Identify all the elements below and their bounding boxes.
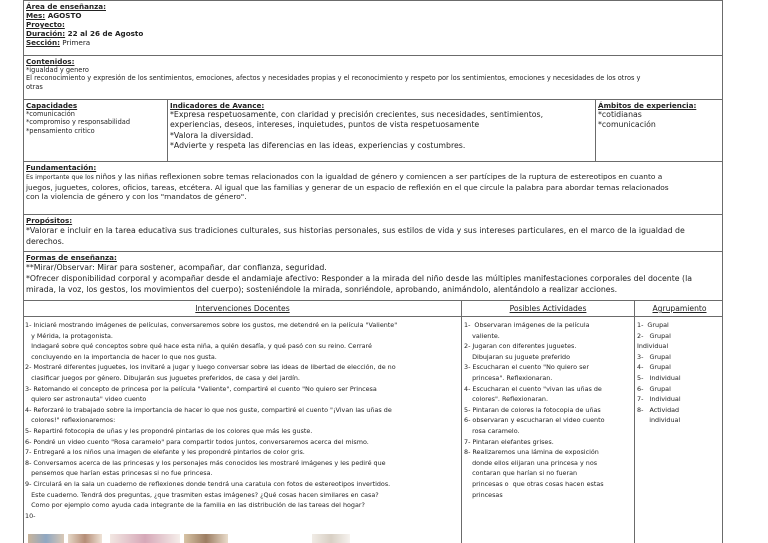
table-cell-line: colores!" reflexionaremos: — [25, 416, 116, 425]
table-cell-line: 7- Individual — [637, 395, 681, 404]
fundamentacion-line-1: niños y las niñas reflexionen sobre temas relacionados con la igualdad de género y comiencen a ser partícipes de la ruptura de estereotipos en cuanto a — [95, 172, 663, 181]
ambitos-cell — [596, 101, 724, 131]
table-cell-line: Como por ejemplo como ayuda cada integrante de la familia en las distribución de las tareas del hogar? — [25, 501, 365, 510]
table-cell-line: 5- Repartiré fotocopia de uñas y les propondré pintarlas de los colores que más les guste. — [25, 426, 313, 435]
propositos-label: Propósitos: — [26, 216, 73, 225]
proyecto-label: Proyecto: — [26, 20, 65, 29]
mes-label: Mes: — [26, 11, 46, 20]
table-cell-line: 7- Entregaré a los niños una imagen de elefante y les propondré pintarlos de color gris. — [25, 448, 305, 457]
table-cell-line: Este cuaderno. Tendrá dos preguntas, ¿que trasmiten estas imágenes? ¿Qué cosas hacen similares en casa? — [25, 490, 379, 499]
table-cell-line: quiero ser astronauta" video cuento — [25, 395, 147, 404]
table-cell-line: 4- Grupal — [637, 363, 671, 372]
duracion-label: Duración: — [26, 29, 66, 38]
table-cell-line: 2- Mostraré diferentes juguetes, los invitaré a jugar y luego conversar sobre las ideas de libertad de elección, de no — [25, 363, 396, 372]
table-cell-line: 9- Circulará en la sala un cuaderno de reflexiones donde tendrá una caratula con fotos de estereotipos invertidos. — [25, 479, 391, 488]
table-cell-line: donde ellos elijaran una princesa y nos — [464, 458, 598, 467]
fundamentacion-label: Fundamentación: — [26, 163, 97, 172]
table-cell-line: 6- Pondré un video cuento "Rosa caramelo" para compartir todos juntos, conversaremos acerca del mismo. — [25, 437, 369, 446]
contenidos-line-1: *igualdad y genero — [26, 66, 89, 74]
photo-thumbnail — [110, 534, 180, 543]
table-cell-line: 4- Escucharan el cuento "vivan las uñas de — [464, 384, 602, 393]
table-cell-line: pensemos que harían estas princesas si no fue princesa. — [25, 469, 213, 478]
photo-thumbnail — [28, 534, 64, 543]
activities-table — [23, 301, 723, 543]
table-cell-line: 5- Pintaran de colores la fotocopia de uñas — [464, 405, 601, 414]
photo-thumbnail — [312, 534, 350, 543]
table-cell-line: Indagaré sobre qué conceptos sobre qué hace esta niña, a quién desafía, y qué pasó con su reino. Cerraré — [25, 342, 372, 351]
capacidades-row — [23, 100, 723, 162]
table-cell-line: colores". Reflexionaran. — [464, 395, 548, 404]
table-cell-line: contaran que harían si no fueran — [464, 469, 578, 478]
table-cell-line: valiente. — [464, 331, 500, 340]
indicador-line: *Expresa respetuosamente, con claridad y precisión crecientes, sus necesidades, sentimientos, — [170, 110, 544, 119]
table-cell-line: rosa caramelo. — [464, 426, 520, 435]
table-cell-line: princesas o que otras cosas hacen estas — [464, 479, 604, 488]
table-cell-line: 1- Grupal — [637, 321, 669, 329]
ambitos-label: Ámbitos de experiencia: — [598, 101, 697, 110]
intervenciones-column — [25, 320, 460, 521]
seccion-value: Primera — [59, 38, 91, 47]
col-header-intervenciones: Intervenciones Docentes — [195, 304, 290, 313]
contenidos-label: Contenidos: — [26, 57, 75, 66]
ambito-item: *cotidianas — [598, 110, 642, 119]
fundamentacion-intro: Es importante que los — [26, 174, 96, 181]
actividades-column — [464, 320, 633, 500]
indicadores-cell — [168, 101, 597, 152]
capacidades-cell — [24, 101, 168, 135]
table-cell-line: 6- Grupal — [637, 384, 671, 393]
table-cell-line: y Mérida, la protagonista. — [25, 331, 113, 340]
capacidad-item: *pensamiento critico — [26, 126, 95, 135]
formas-line-2: *Ofrecer disponibilidad corporal y acompañar desde el andamiaje afectivo: Responder a la mirada del niño desde las múltiples manifestaciones corporales del docente (la — [26, 274, 693, 283]
table-cell-line: 3- Grupal — [637, 352, 671, 361]
capacidades-label: Capacidades — [26, 101, 78, 110]
capacidad-item: *compromiso y responsabilidad — [26, 118, 131, 127]
contenidos-section — [23, 56, 723, 100]
formas-line-3: mirada, la voz, los gestos, los movimientos del cuerpo); sosteniéndole la mirada, sonriéndole, aprobando, animándolo, alentándolo a realizar acciones. — [26, 285, 618, 294]
table-cell-line: Individual — [637, 342, 669, 351]
photo-thumbnail — [68, 534, 102, 543]
table-cell-line: 5- Individual — [637, 373, 681, 382]
duracion-value: 22 al 26 de Agosto — [65, 29, 144, 38]
indicador-line: experiencias, deseos, intereses, inquietudes, puntos de vista respetuosamente — [170, 120, 480, 130]
table-cell-line: 10- — [25, 511, 36, 520]
table-cell-line: 4- Reforzaré lo trabajado sobre la importancia de hacer lo que nos guste, compartiré el cuento "¡Vivan las uñas de — [25, 405, 392, 414]
table-cell-line: 8- Realizaremos una lámina de exposición — [464, 448, 599, 457]
table-cell-line: 1- Iniciaré mostrando imágenes de películas, conversaremos sobre los gustos, me detendré en la película "Valiente" — [25, 321, 398, 329]
table-cell-line: 2- Grupal — [637, 331, 671, 340]
propositos-section — [23, 215, 723, 252]
indicador-line: *Valora la diversidad. — [170, 130, 254, 140]
formas-line-1: **Mirar/Observar: Mirar para sostener, acompañar, dar confianza, seguridad. — [26, 263, 327, 272]
table-cell-line: 8- Actividad — [637, 405, 680, 414]
formas-label: Formas de enseñanza: — [26, 253, 117, 262]
table-cell-line: princesas — [464, 490, 503, 499]
photo-thumbnail — [184, 534, 228, 543]
planning-document — [23, 0, 723, 543]
indicadores-label: Indicadores de Avance: — [170, 101, 265, 110]
table-cell-line: concluyendo en la importancia de hacer lo que nos gusta. — [25, 352, 217, 361]
table-cell-line: individual — [637, 416, 681, 425]
formas-section — [23, 252, 723, 301]
table-cell-line: 8- Conversamos acerca de las princesas y los personajes más conocidos les mostraré imágenes y les pediré que — [25, 458, 386, 467]
contenidos-line-2: El reconocimiento y expresión de los sentimientos, emociones, afectos y necesidades propias y el reconocimiento y respeto por los sentimientos, emociones y necesidades de los otros y — [26, 74, 641, 83]
mes-value: AGOSTO — [45, 11, 82, 20]
agrupamiento-column — [637, 320, 723, 426]
table-cell-line: 6- observaran y escucharan el video cuento — [464, 416, 605, 425]
ambito-item: *comunicación — [598, 120, 656, 130]
col-header-agrupamiento: Agrupamiento — [652, 304, 707, 313]
table-cell-line: 3- Retomando el concepto de princesa por la película "Valiente", compartiré el cuento "No quiero ser Princesa — [25, 384, 377, 393]
table-cell-line: princesa". Reflexionaran. — [464, 373, 553, 382]
seccion-label: Sección: — [26, 38, 60, 47]
fundamentacion-section — [23, 162, 723, 215]
propositos-line-2: derechos. — [26, 237, 65, 246]
area-label: Área de enseñanza: — [26, 2, 106, 11]
table-cell-line: 3- Escucharan el cuento "No quiero ser — [464, 363, 589, 372]
table-cell-line: Dibujaran su juguete preferido — [464, 352, 571, 361]
fundamentacion-line-3: con la violencia de género y con los "mandatos de género". — [26, 192, 247, 202]
indicador-line: *Advierte y respeta las diferencias en las ideas, experiencias y costumbres. — [170, 141, 466, 151]
contenidos-line-3: otras — [26, 82, 43, 91]
table-cell-line: clasificar juegos por género. Dibujarán sus juguetes preferidos, de casa y del jardín. — [25, 373, 300, 382]
header-section — [23, 0, 723, 56]
table-cell-line: 7- Pintaran elefantes grises. — [464, 437, 554, 446]
fundamentacion-line-2: juegos, juguetes, colores, oficios, tareas, etcétera. Al igual que las familias y generar de un espacio de reflexión en el que circule la palabra para abordar temas relacionados — [26, 182, 669, 192]
propositos-line-1: *Valorar e incluir en la tarea educativa sus tradiciones culturales, sus historias personales, sus estilos de vida y sus intereses particulares, en el marco de la igualdad de — [26, 226, 685, 235]
table-cell-line: 2- Jugaran con diferentes juguetes. — [464, 342, 577, 351]
col-header-actividades: Posibles Actividades — [509, 304, 587, 313]
table-cell-line: 1- Observaran imágenes de la película — [464, 321, 590, 329]
capacidad-item: *comunicación — [26, 110, 75, 118]
